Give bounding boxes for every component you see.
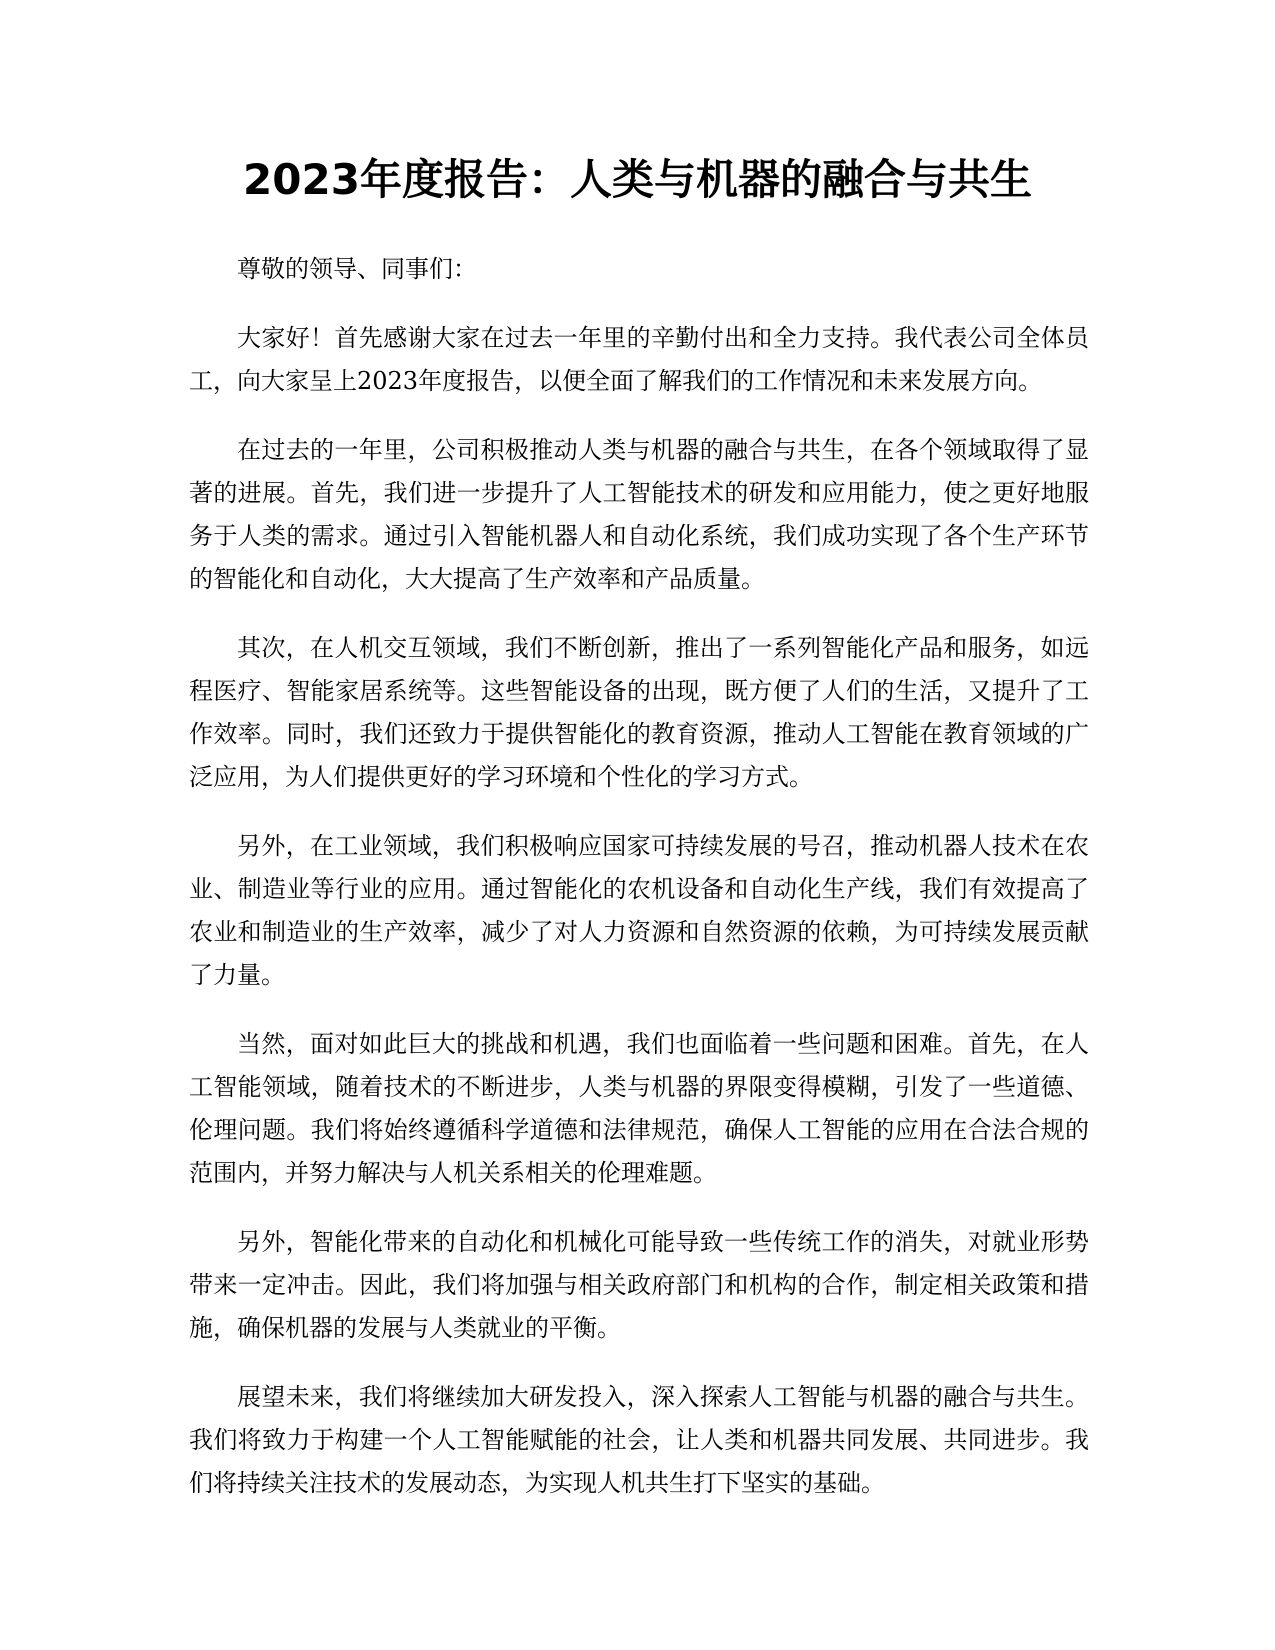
document-body	[189, 248, 1089, 1531]
paragraph-greeting: 大家好！首先感谢大家在过去一年里的辛勤付出和全力支持。我代表公司全体员工，向大家呈上2023年度报告，以便全面了解我们的工作情况和未来发展方向。	[189, 324, 1089, 395]
paragraph-industry: 另外，在工业领域，我们积极响应国家可持续发展的号召，推动机器人技术在农业、制造业等行业的应用。通过智能化的农机设备和自动化生产线，我们有效提高了农业和制造业的生产效率，减少了对人力资源和自然资源的依赖，为可持续发展贡献了力量。	[189, 832, 1089, 989]
paragraph-interaction: 其次，在人机交互领域，我们不断创新，推出了一系列智能化产品和服务，如远程医疗、智能家居系统等。这些智能设备的出现，既方便了人们的生活，又提升了工作效率。同时，我们还致力于提供智能化的教育资源，推动人工智能在教育领域的广泛应用，为人们提供更好的学习环境和个性化的学习方式。	[189, 634, 1089, 791]
paragraph-challenges: 当然，面对如此巨大的挑战和机遇，我们也面临着一些问题和困难。首先，在人工智能领域，随着技术的不断进步，人类与机器的界限变得模糊，引发了一些道德、伦理问题。我们将始终遵循科学道德和法律规范，确保人工智能的应用在合法合规的范围内，并努力解决与人机关系相关的伦理难题。	[189, 1030, 1089, 1187]
document-title: 2023年度报告：人类与机器的融合与共生	[243, 155, 1032, 204]
paragraph-salutation: 尊敬的领导、同事们：	[237, 255, 477, 283]
paragraph-outlook: 展望未来，我们将继续加大研发投入，深入探索人工智能与机器的融合与共生。我们将致力于构建一个人工智能赋能的社会，让人类和机器共同发展、共同进步。我们将持续关注技术的发展动态，为实现人机共生打下坚实的基础。	[189, 1383, 1089, 1497]
paragraph-progress: 在过去的一年里，公司积极推动人类与机器的融合与共生，在各个领域取得了显著的进展。首先，我们进一步提升了人工智能技术的研发和应用能力，使之更好地服务于人类的需求。通过引入智能机器人和自动化系统，我们成功实现了各个生产环节的智能化和自动化，大大提高了生产效率和产品质量。	[189, 436, 1089, 593]
paragraph-employment: 另外，智能化带来的自动化和机械化可能导致一些传统工作的消失，对就业形势带来一定冲击。因此，我们将加强与相关政府部门和机构的合作，制定相关政策和措施，确保机器的发展与人类就业的平衡。	[189, 1228, 1089, 1342]
